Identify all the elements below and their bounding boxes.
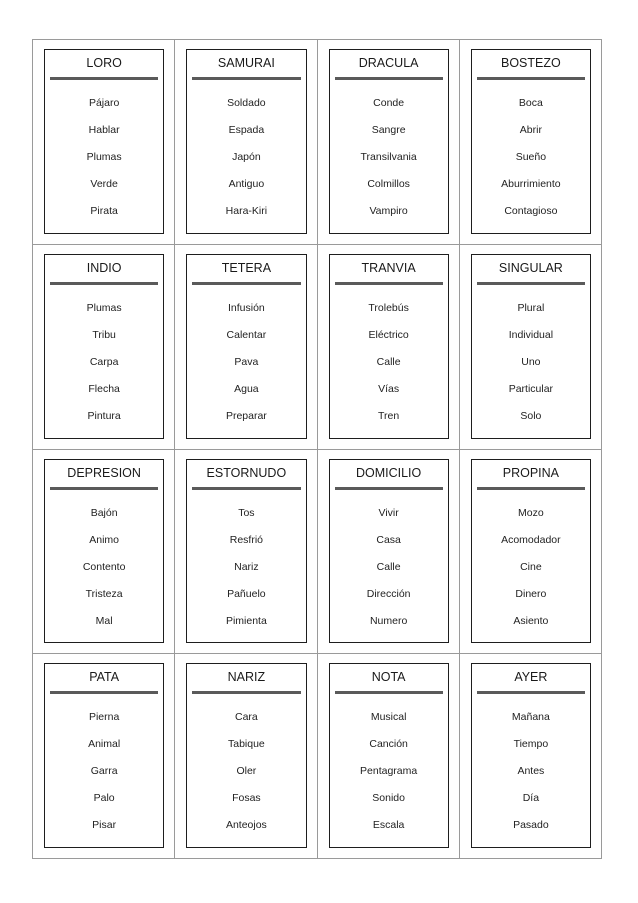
forbidden-word: Mozo xyxy=(518,506,544,519)
word-card xyxy=(44,663,164,848)
forbidden-word: Animo xyxy=(89,533,119,546)
card-cell xyxy=(318,654,460,859)
title-divider xyxy=(192,77,300,80)
forbidden-word: Calle xyxy=(376,560,401,573)
forbidden-word: Verde xyxy=(90,178,118,190)
title-divider xyxy=(477,282,585,285)
forbidden-word-list xyxy=(45,90,163,225)
forbidden-word: Soldado xyxy=(227,97,266,109)
forbidden-word: Aburrimiento xyxy=(501,178,561,190)
card-title: ESTORNUDO xyxy=(206,465,287,480)
forbidden-word: Tribu xyxy=(92,328,116,341)
forbidden-word: Contagioso xyxy=(504,205,558,217)
card-title: PATA xyxy=(89,670,120,685)
title-divider xyxy=(477,691,585,694)
forbidden-word: Solo xyxy=(520,409,542,422)
forbidden-word-list xyxy=(330,295,448,430)
forbidden-word: Conde xyxy=(373,97,405,109)
card-cell xyxy=(460,654,602,859)
forbidden-word: Pirata xyxy=(90,205,118,217)
title-divider xyxy=(477,487,585,490)
forbidden-word: Tos xyxy=(238,506,255,519)
forbidden-word: Escala xyxy=(372,819,405,832)
forbidden-word-list xyxy=(45,500,163,635)
forbidden-word: Transilvania xyxy=(360,151,417,163)
title-divider xyxy=(335,487,443,490)
forbidden-word-list xyxy=(45,704,163,839)
forbidden-word: Antes xyxy=(517,765,545,778)
forbidden-word: Japón xyxy=(232,151,261,163)
title-divider xyxy=(50,282,158,285)
word-card xyxy=(329,459,449,644)
forbidden-word: Pintura xyxy=(87,409,121,422)
card-cell xyxy=(460,40,602,245)
card-cell xyxy=(460,450,602,655)
card-cell xyxy=(318,450,460,655)
forbidden-word: Carpa xyxy=(89,355,119,368)
forbidden-word: Pentagrama xyxy=(360,765,418,778)
forbidden-word: Plumas xyxy=(86,151,122,163)
forbidden-word: Canción xyxy=(369,738,408,751)
title-divider xyxy=(335,77,443,80)
title-divider xyxy=(335,691,443,694)
forbidden-word: Preparar xyxy=(225,409,267,422)
forbidden-word: Vivir xyxy=(378,506,399,519)
forbidden-word: Dirección xyxy=(366,587,411,600)
card-title: AYER xyxy=(514,670,548,685)
forbidden-word: Dinero xyxy=(515,587,547,600)
card-cell xyxy=(33,450,175,655)
forbidden-word-list xyxy=(187,90,305,225)
forbidden-word: Abrir xyxy=(519,124,542,136)
forbidden-word: Calentar xyxy=(226,328,267,341)
forbidden-word: Casa xyxy=(376,533,401,546)
forbidden-word: Sangre xyxy=(371,124,406,136)
card-title: SINGULAR xyxy=(498,260,563,275)
card-cell xyxy=(460,245,602,450)
forbidden-word-list xyxy=(330,704,448,839)
card-cell xyxy=(175,450,317,655)
card-title: DRACULA xyxy=(358,56,419,70)
title-divider xyxy=(477,77,585,80)
forbidden-word: Plumas xyxy=(86,301,122,314)
card-title: TRANVIA xyxy=(361,260,416,275)
card-sheet xyxy=(32,39,602,859)
forbidden-word: Sonido xyxy=(372,792,405,805)
title-divider xyxy=(192,691,300,694)
word-card xyxy=(186,663,306,848)
forbidden-word: Plural xyxy=(517,301,545,314)
word-card xyxy=(186,254,306,439)
forbidden-word: Antiguo xyxy=(228,178,265,190)
forbidden-word: Tren xyxy=(378,409,400,422)
forbidden-word: Resfrió xyxy=(229,533,263,546)
forbidden-word-list xyxy=(330,90,448,225)
forbidden-word: Pierna xyxy=(88,711,120,724)
forbidden-word: Mañana xyxy=(511,711,550,724)
card-title: NARIZ xyxy=(227,670,266,685)
card-cell xyxy=(33,245,175,450)
word-card xyxy=(44,254,164,439)
word-card xyxy=(44,459,164,644)
forbidden-word: Tristeza xyxy=(85,587,123,600)
word-card xyxy=(329,49,449,234)
forbidden-word-list xyxy=(472,90,590,225)
word-card xyxy=(471,663,591,848)
forbidden-word: Musical xyxy=(370,711,407,724)
forbidden-word: Espada xyxy=(228,124,265,136)
word-card xyxy=(471,459,591,644)
forbidden-word: Uno xyxy=(521,355,541,368)
card-title: INDIO xyxy=(86,260,122,275)
card-cell xyxy=(175,654,317,859)
forbidden-word-list xyxy=(187,295,305,430)
forbidden-word-list xyxy=(472,295,590,430)
forbidden-word: Asiento xyxy=(513,614,549,627)
forbidden-word-list xyxy=(187,704,305,839)
forbidden-word: Agua xyxy=(234,382,259,395)
forbidden-word: Nariz xyxy=(234,560,259,573)
forbidden-word: Numero xyxy=(369,614,408,627)
card-cell xyxy=(33,40,175,245)
title-divider xyxy=(335,282,443,285)
word-card xyxy=(44,49,164,234)
card-title: BOSTEZO xyxy=(501,56,561,70)
card-title: SAMURAI xyxy=(217,56,275,70)
forbidden-word: Pimienta xyxy=(225,614,267,627)
forbidden-word: Sueño xyxy=(515,151,547,163)
forbidden-word: Fosas xyxy=(232,792,261,805)
word-card xyxy=(329,254,449,439)
card-cell xyxy=(318,245,460,450)
word-card xyxy=(186,49,306,234)
forbidden-word: Día xyxy=(522,792,540,805)
title-divider xyxy=(192,487,300,490)
title-divider xyxy=(50,77,158,80)
title-divider xyxy=(50,487,158,490)
card-title: DOMICILIO xyxy=(355,465,422,480)
forbidden-word: Palo xyxy=(93,792,115,805)
forbidden-word: Tiempo xyxy=(513,738,549,751)
card-cell xyxy=(175,40,317,245)
forbidden-word: Mal xyxy=(95,614,113,627)
card-cell xyxy=(318,40,460,245)
forbidden-word-list xyxy=(45,295,163,430)
forbidden-word: Garra xyxy=(90,765,118,778)
forbidden-word: Oler xyxy=(236,765,257,778)
forbidden-word-list xyxy=(472,704,590,839)
forbidden-word: Eléctrico xyxy=(368,328,409,341)
forbidden-word: Tabique xyxy=(227,738,265,751)
forbidden-word: Pisar xyxy=(92,819,117,832)
forbidden-word: Cine xyxy=(520,560,542,573)
card-title: PROPINA xyxy=(502,465,559,480)
forbidden-word: Bajón xyxy=(90,506,118,519)
forbidden-word: Vías xyxy=(378,382,400,395)
forbidden-word: Cara xyxy=(234,711,258,724)
word-card xyxy=(471,49,591,234)
card-title: DEPRESION xyxy=(67,465,141,480)
card-title: LORO xyxy=(86,56,122,70)
forbidden-word: Animal xyxy=(88,738,121,751)
forbidden-word: Contento xyxy=(82,560,126,573)
word-card xyxy=(186,459,306,644)
title-divider xyxy=(192,282,300,285)
word-card xyxy=(471,254,591,439)
forbidden-word: Particular xyxy=(508,382,554,395)
card-title: NOTA xyxy=(371,670,406,685)
forbidden-word: Flecha xyxy=(88,382,120,395)
forbidden-word: Hablar xyxy=(88,124,120,136)
forbidden-word: Calle xyxy=(376,355,401,368)
forbidden-word: Hara-Kiri xyxy=(225,205,268,217)
forbidden-word-list xyxy=(472,500,590,635)
forbidden-word: Colmillos xyxy=(367,178,410,190)
forbidden-word: Vampiro xyxy=(369,205,408,217)
forbidden-word: Pájaro xyxy=(88,97,120,109)
forbidden-word-list xyxy=(330,500,448,635)
card-cell xyxy=(175,245,317,450)
word-card xyxy=(329,663,449,848)
forbidden-word: Infusión xyxy=(227,301,265,314)
forbidden-word: Individual xyxy=(508,328,554,341)
card-title: TETERA xyxy=(221,260,272,275)
forbidden-word: Boca xyxy=(518,97,543,109)
forbidden-word-list xyxy=(187,500,305,635)
forbidden-word: Pasado xyxy=(513,819,549,832)
forbidden-word: Trolebús xyxy=(368,301,409,314)
forbidden-word: Acomodador xyxy=(501,533,561,546)
forbidden-word: Pava xyxy=(234,355,259,368)
card-cell xyxy=(33,654,175,859)
forbidden-word: Pañuelo xyxy=(227,587,266,600)
title-divider xyxy=(50,691,158,694)
forbidden-word: Anteojos xyxy=(225,819,267,832)
